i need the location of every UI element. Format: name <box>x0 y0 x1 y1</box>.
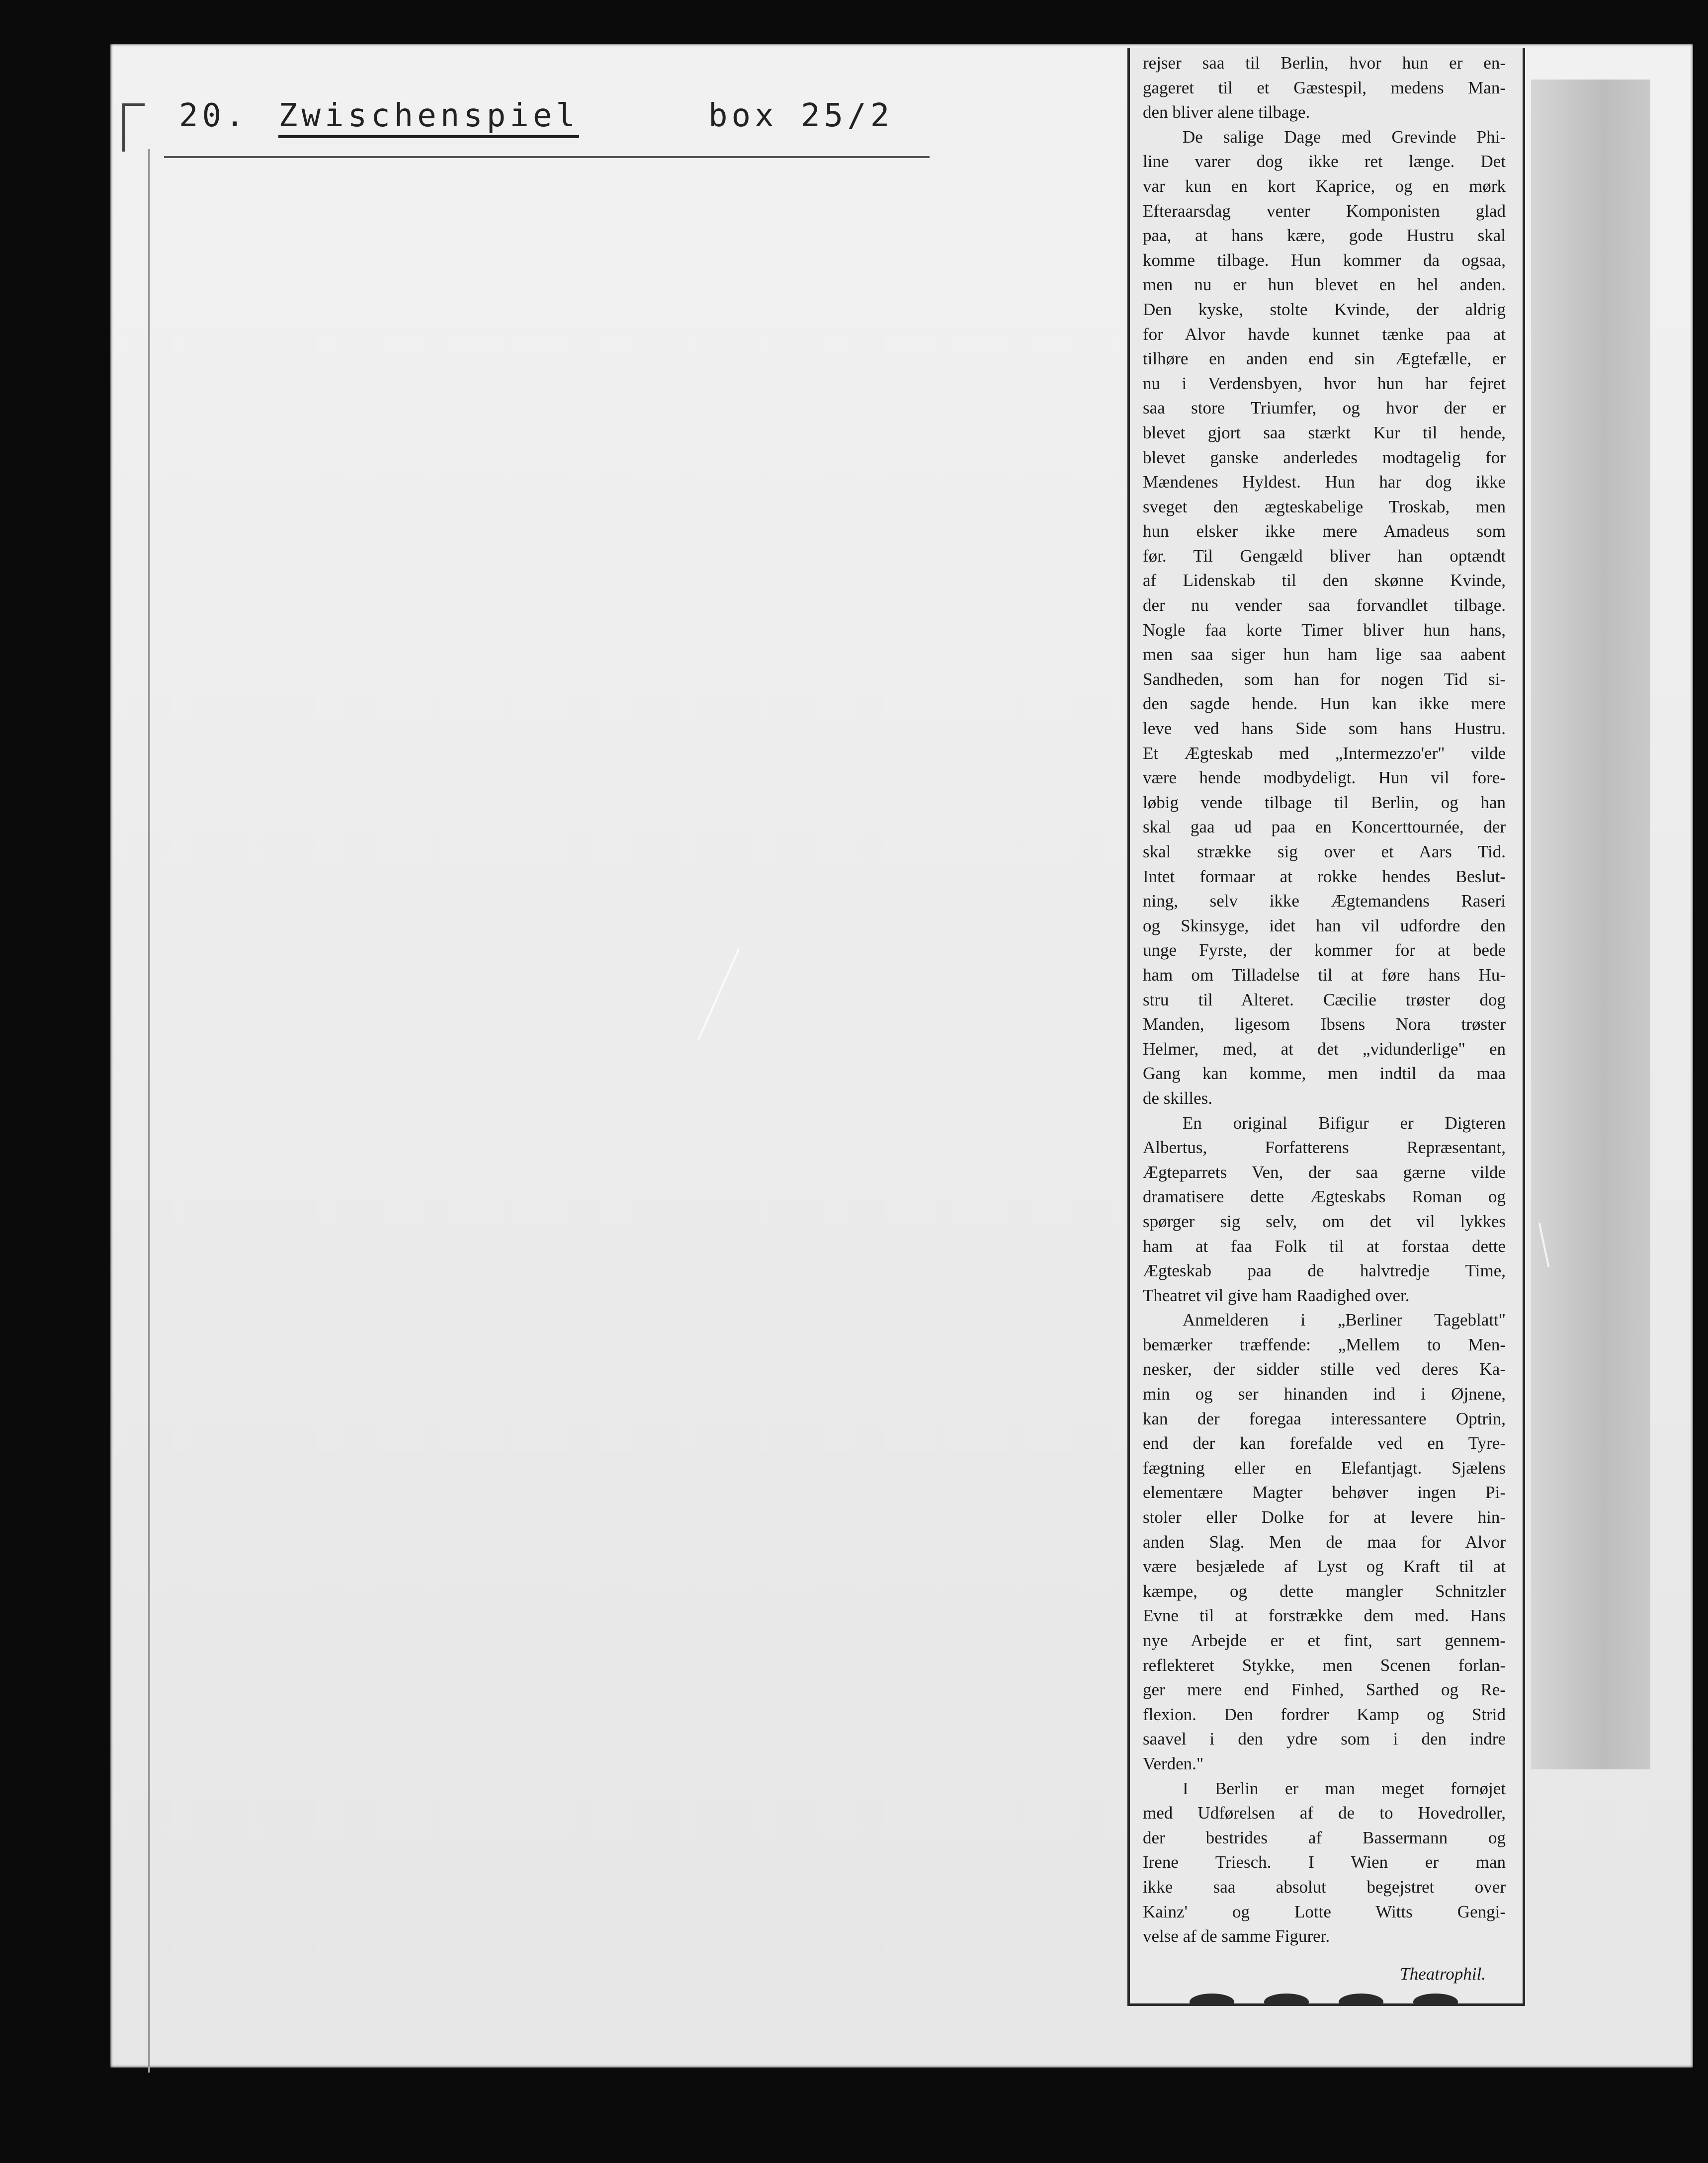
clipping-line: Verden." <box>1143 1753 1204 1773</box>
clipping-line: men nu er hun blevet en hel anden. <box>1143 275 1506 295</box>
clipping-bottom-ornament <box>1190 1989 1488 2003</box>
margin-line <box>148 149 150 2073</box>
clipping-line: flexion. Den fordrer Kamp og Strid <box>1143 1704 1506 1724</box>
clipping-line: før. Til Gengæld bliver han optændt <box>1143 546 1506 566</box>
clipping-line: men saa siger hun ham lige saa aabent <box>1143 645 1506 665</box>
clipping-line: Efteraarsdag venter Komponisten glad <box>1143 201 1506 221</box>
clipping-line: reflekteret Stykke, men Scenen forlan- <box>1143 1655 1506 1675</box>
clipping-line: der nu vender saa forvandlet tilbage. <box>1143 595 1506 615</box>
clipping-line: anden Slag. Men de maa for Alvor <box>1143 1532 1506 1552</box>
clipping-line: Den kyske, stolte Kvinde, der aldrig <box>1143 299 1506 319</box>
clipping-line: nu i Verdensbyen, hvor hun har fejret <box>1143 373 1506 393</box>
clipping-line: Anmelderen i „Berliner Tageblatt" <box>1183 1310 1506 1330</box>
clipping-line: blevet ganske anderledes modtagelig for <box>1143 447 1506 467</box>
clipping-line: for Alvor havde kunnet tænke paa at <box>1143 324 1506 344</box>
header-box-reference: box 25/2 <box>708 97 894 134</box>
newspaper-clipping <box>1127 48 1525 2006</box>
clipping-line: tilhøre en anden end sin Ægtefælle, er <box>1143 349 1506 369</box>
clipping-line: Mændenes Hyldest. Hun har dog ikke <box>1143 472 1506 492</box>
clipping-line: leve ved hans Side som hans Hustru. <box>1143 719 1506 739</box>
clipping-line: skal strække sig over et Aars Tid. <box>1143 842 1506 861</box>
clipping-line: min og ser hinanden ind i Øjnene, <box>1143 1384 1506 1404</box>
clipping-line: velse af de samme Figurer. <box>1143 1926 1330 1946</box>
clipping-line: Evne til at forstrække dem med. Hans <box>1143 1606 1506 1626</box>
clipping-line: Manden, ligesom Ibsens Nora trøster <box>1143 1014 1506 1034</box>
clipping-line: paa, at hans kære, gode Hustru skal <box>1143 226 1506 246</box>
clipping-line: dramatisere dette Ægteskabs Roman og <box>1143 1187 1506 1207</box>
clipping-line: hun elsker ikke mere Amadeus som <box>1143 521 1506 541</box>
clipping-line: blevet gjort saa stærkt Kur til hende, <box>1143 422 1506 442</box>
clipping-text <box>1143 51 1506 1986</box>
clipping-line: de skilles. <box>1143 1088 1212 1108</box>
clipping-line: De salige Dage med Grevinde Phi- <box>1183 127 1506 147</box>
clipping-line: end der kan forefalde ved en Tyre- <box>1143 1433 1506 1453</box>
clipping-line: stoler eller Dolke for at levere hin- <box>1143 1507 1506 1527</box>
clipping-line: med Udførelsen af de to Hovedroller, <box>1143 1803 1506 1823</box>
clipping-line: ham at faa Folk til at forstaa dette <box>1143 1236 1506 1256</box>
clipping-line: komme tilbage. Hun kommer da ogsaa, <box>1143 250 1506 270</box>
clipping-line: line varer dog ikke ret længe. Det <box>1143 152 1506 171</box>
clipping-line: Intet formaar at rokke hendes Beslut- <box>1143 866 1506 886</box>
clipping-line: unge Fyrste, der kommer for at bede <box>1143 940 1506 960</box>
clipping-line: saavel i den ydre som i den indre <box>1143 1729 1506 1749</box>
clipping-line: af Lidenskab til den skønne Kvinde, <box>1143 571 1506 590</box>
clipping-line: være besjælede af Lyst og Kraft til at <box>1143 1557 1506 1577</box>
clipping-line: Et Ægteskab med „Intermezzo'er" vilde <box>1143 743 1506 763</box>
clipping-line: Ægteskab paa de halvtredje Time, <box>1143 1261 1506 1281</box>
clipping-signature: Theatrophil. <box>1400 1964 1486 1984</box>
clipping-line: ham om Tilladelse til at føre hans Hu- <box>1143 965 1506 985</box>
clipping-line: nesker, der sidder stille ved deres Ka- <box>1143 1359 1506 1379</box>
clipping-line: ikke saa absolut begejstret over <box>1143 1877 1506 1897</box>
clipping-line: kæmpe, og dette mangler Schnitzler <box>1143 1581 1506 1601</box>
clipping-line: saa store Triumfer, og hvor der er <box>1143 398 1506 418</box>
paper-edge-strip <box>1531 80 1650 1769</box>
clipping-line: Sandheden, som han for nogen Tid si- <box>1143 669 1506 689</box>
clipping-line: rejser saa til Berlin, hvor hun er en- <box>1143 53 1506 73</box>
header-rule <box>164 156 930 158</box>
clipping-line: den bliver alene tilbage. <box>1143 102 1310 122</box>
clipping-line: nye Arbejde er et fint, sart gennem- <box>1143 1631 1506 1650</box>
clipping-line: bemærker træffende: „Mellem to Men- <box>1143 1334 1506 1354</box>
clipping-line: Nogle faa korte Timer bliver hun hans, <box>1143 620 1506 640</box>
typed-header <box>179 97 925 142</box>
clipping-line: En original Bifigur er Digteren <box>1183 1113 1506 1133</box>
clipping-line: skal gaa ud paa en Koncerttournée, der <box>1143 817 1506 837</box>
clipping-line: gageret til et Gæstespil, medens Man- <box>1143 78 1506 97</box>
clipping-line: Helmer, med, at det „vidunderlige" en <box>1143 1039 1506 1059</box>
clipping-line: Albertus, Forfatterens Repræsentant, <box>1143 1138 1506 1158</box>
corner-bracket-mark <box>122 103 145 152</box>
clipping-line: Gang kan komme, men indtil da maa <box>1143 1064 1506 1083</box>
clipping-line: Kainz' og Lotte Witts Gengi- <box>1143 1902 1506 1921</box>
clipping-line: Theatret vil give ham Raadighed over. <box>1143 1285 1410 1305</box>
header-number: 20. <box>179 97 249 134</box>
clipping-line: være hende modbydeligt. Hun vil fore- <box>1143 768 1506 788</box>
clipping-line: fægtning eller en Elefantjagt. Sjælens <box>1143 1458 1506 1478</box>
clipping-line: Irene Triesch. I Wien er man <box>1143 1852 1506 1872</box>
clipping-line: kan der foregaa interessantere Optrin, <box>1143 1409 1506 1428</box>
clipping-line: ger mere end Finhed, Sarthed og Re- <box>1143 1680 1506 1700</box>
clipping-line: I Berlin er man meget fornøjet <box>1183 1778 1506 1798</box>
clipping-line: stru til Alteret. Cæcilie trøster dog <box>1143 990 1506 1009</box>
clipping-line: elementære Magter behøver ingen Pi- <box>1143 1483 1506 1502</box>
clipping-line: den sagde hende. Hun kan ikke mere <box>1143 694 1506 714</box>
clipping-line: løbig vende tilbage til Berlin, og han <box>1143 792 1506 812</box>
clipping-line: var kun en kort Kaprice, og en mørk <box>1143 176 1506 196</box>
clipping-line: Ægteparrets Ven, der saa gærne vilde <box>1143 1162 1506 1182</box>
clipping-line: ning, selv ikke Ægtemandens Raseri <box>1143 891 1506 911</box>
clipping-line: og Skinsyge, idet han vil udfordre den <box>1143 915 1506 935</box>
clipping-line: der bestrides af Bassermann og <box>1143 1828 1506 1847</box>
clipping-line: spørger sig selv, om det vil lykkes <box>1143 1211 1506 1231</box>
header-title: Zwischenspiel <box>278 97 579 138</box>
clipping-line: sveget den ægteskabelige Troskab, men <box>1143 497 1506 516</box>
